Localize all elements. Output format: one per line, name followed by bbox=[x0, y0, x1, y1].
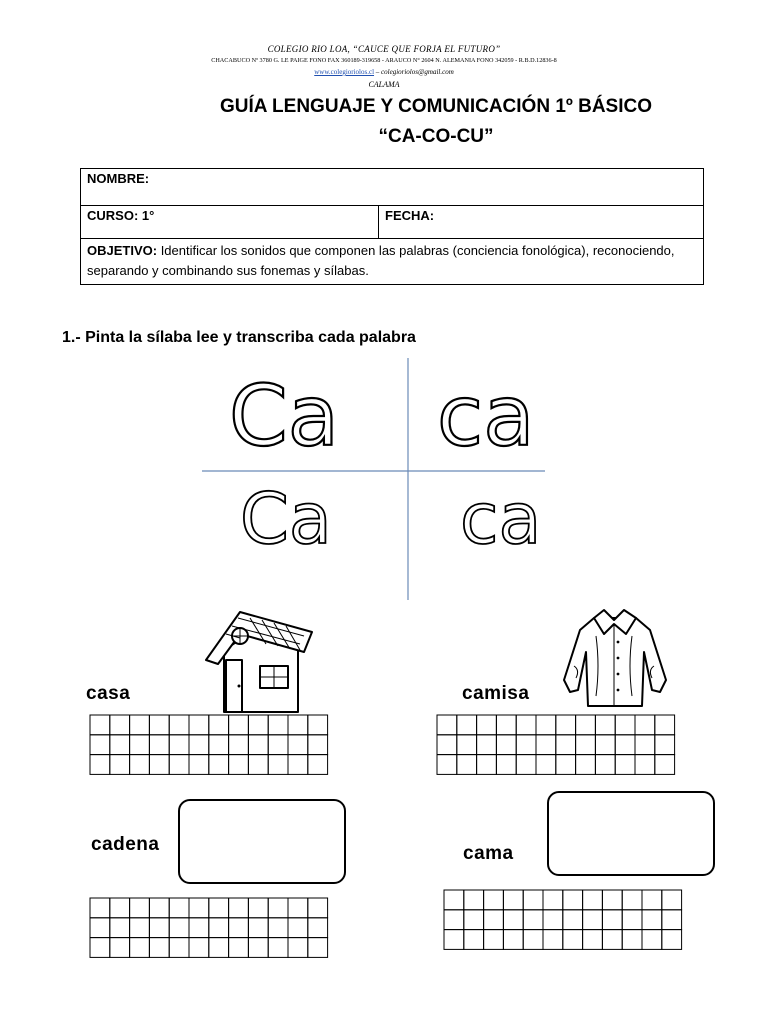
grid-cell[interactable] bbox=[662, 930, 682, 950]
grid-cell[interactable] bbox=[622, 910, 642, 930]
grid-cell[interactable] bbox=[622, 930, 642, 950]
grid-cell[interactable] bbox=[444, 930, 464, 950]
syllable-ca-lower-1: ca bbox=[437, 367, 535, 465]
grid-cell[interactable] bbox=[484, 890, 504, 910]
grid-cell[interactable] bbox=[622, 890, 642, 910]
grid-cell[interactable] bbox=[563, 930, 583, 950]
grid-cell[interactable] bbox=[583, 930, 603, 950]
grid-cell[interactable] bbox=[642, 930, 662, 950]
grid-cell[interactable] bbox=[464, 910, 484, 930]
curso-label: CURSO: 1° bbox=[87, 208, 155, 223]
grid-cell[interactable] bbox=[503, 910, 523, 930]
web-separator: – bbox=[374, 68, 382, 76]
grid-cell[interactable] bbox=[662, 890, 682, 910]
syllable-ca-upper-2: Ca bbox=[240, 478, 332, 560]
grid-cell[interactable] bbox=[563, 890, 583, 910]
grid-cell[interactable] bbox=[484, 930, 504, 950]
grid-cell[interactable] bbox=[543, 890, 563, 910]
city: CALAMA bbox=[368, 80, 400, 89]
grid-cell[interactable] bbox=[523, 890, 543, 910]
school-address: CHACABUCO Nº 3780 G. LE PAIGE FONO FAX 360189-319658 - ARAUCO N° 2604 N. ALEMANIA FONO 342059 - R.B.D.12836-8 bbox=[211, 57, 557, 64]
grid-cell[interactable] bbox=[563, 910, 583, 930]
syllable-ca-lower-2: ca bbox=[460, 478, 542, 560]
word-cadena: cadena bbox=[91, 834, 160, 855]
grid-cell[interactable] bbox=[464, 930, 484, 950]
grid-cell[interactable] bbox=[642, 910, 662, 930]
grid-cell[interactable] bbox=[602, 890, 622, 910]
school-name: COLEGIO RIO LOA, “CAUCE QUE FORJA EL FUTURO” bbox=[267, 44, 501, 54]
grid-cell[interactable] bbox=[444, 910, 464, 930]
syllable-ca-upper-1: Ca bbox=[229, 367, 340, 465]
word-camisa: camisa bbox=[462, 683, 530, 704]
nombre-label: NOMBRE: bbox=[87, 171, 150, 186]
grid-cell[interactable] bbox=[602, 930, 622, 950]
exercise-instruction: 1.- Pinta la sílaba lee y transcriba cada palabra bbox=[62, 329, 416, 346]
email-text: colegioriolos@gmail.com bbox=[381, 68, 454, 76]
grid-cell[interactable] bbox=[602, 910, 622, 930]
grid-cell[interactable] bbox=[583, 910, 603, 930]
grid-cell[interactable] bbox=[662, 910, 682, 930]
website-link[interactable]: www.colegioriolos.cl bbox=[314, 68, 375, 76]
grid-cell[interactable] bbox=[523, 930, 543, 950]
page-subtitle: “CA-CO-CU” bbox=[378, 126, 494, 147]
objetivo-text: Identificar los sonidos que componen las palabras (conciencia fonológica), reconociendo, separando y combinando sus fonemas y sílabas. bbox=[87, 243, 675, 278]
grid-cell[interactable] bbox=[503, 930, 523, 950]
grid-cell[interactable] bbox=[484, 910, 504, 930]
page-title: GUÍA LENGUAJE Y COMUNICACIÓN 1º BÁSICO bbox=[219, 96, 653, 117]
objetivo-label: OBJETIVO: bbox=[87, 243, 158, 258]
grid-cell[interactable] bbox=[523, 910, 543, 930]
grid-cell[interactable] bbox=[543, 910, 563, 930]
grid-cell[interactable] bbox=[583, 890, 603, 910]
word-casa: casa bbox=[86, 683, 131, 704]
fecha-label: FECHA: bbox=[385, 208, 435, 223]
grid-cell[interactable] bbox=[444, 890, 464, 910]
grid-cell[interactable] bbox=[503, 890, 523, 910]
grid-cell[interactable] bbox=[543, 930, 563, 950]
grid-cell[interactable] bbox=[642, 890, 662, 910]
grid-cell[interactable] bbox=[464, 890, 484, 910]
word-cama: cama bbox=[463, 843, 514, 864]
